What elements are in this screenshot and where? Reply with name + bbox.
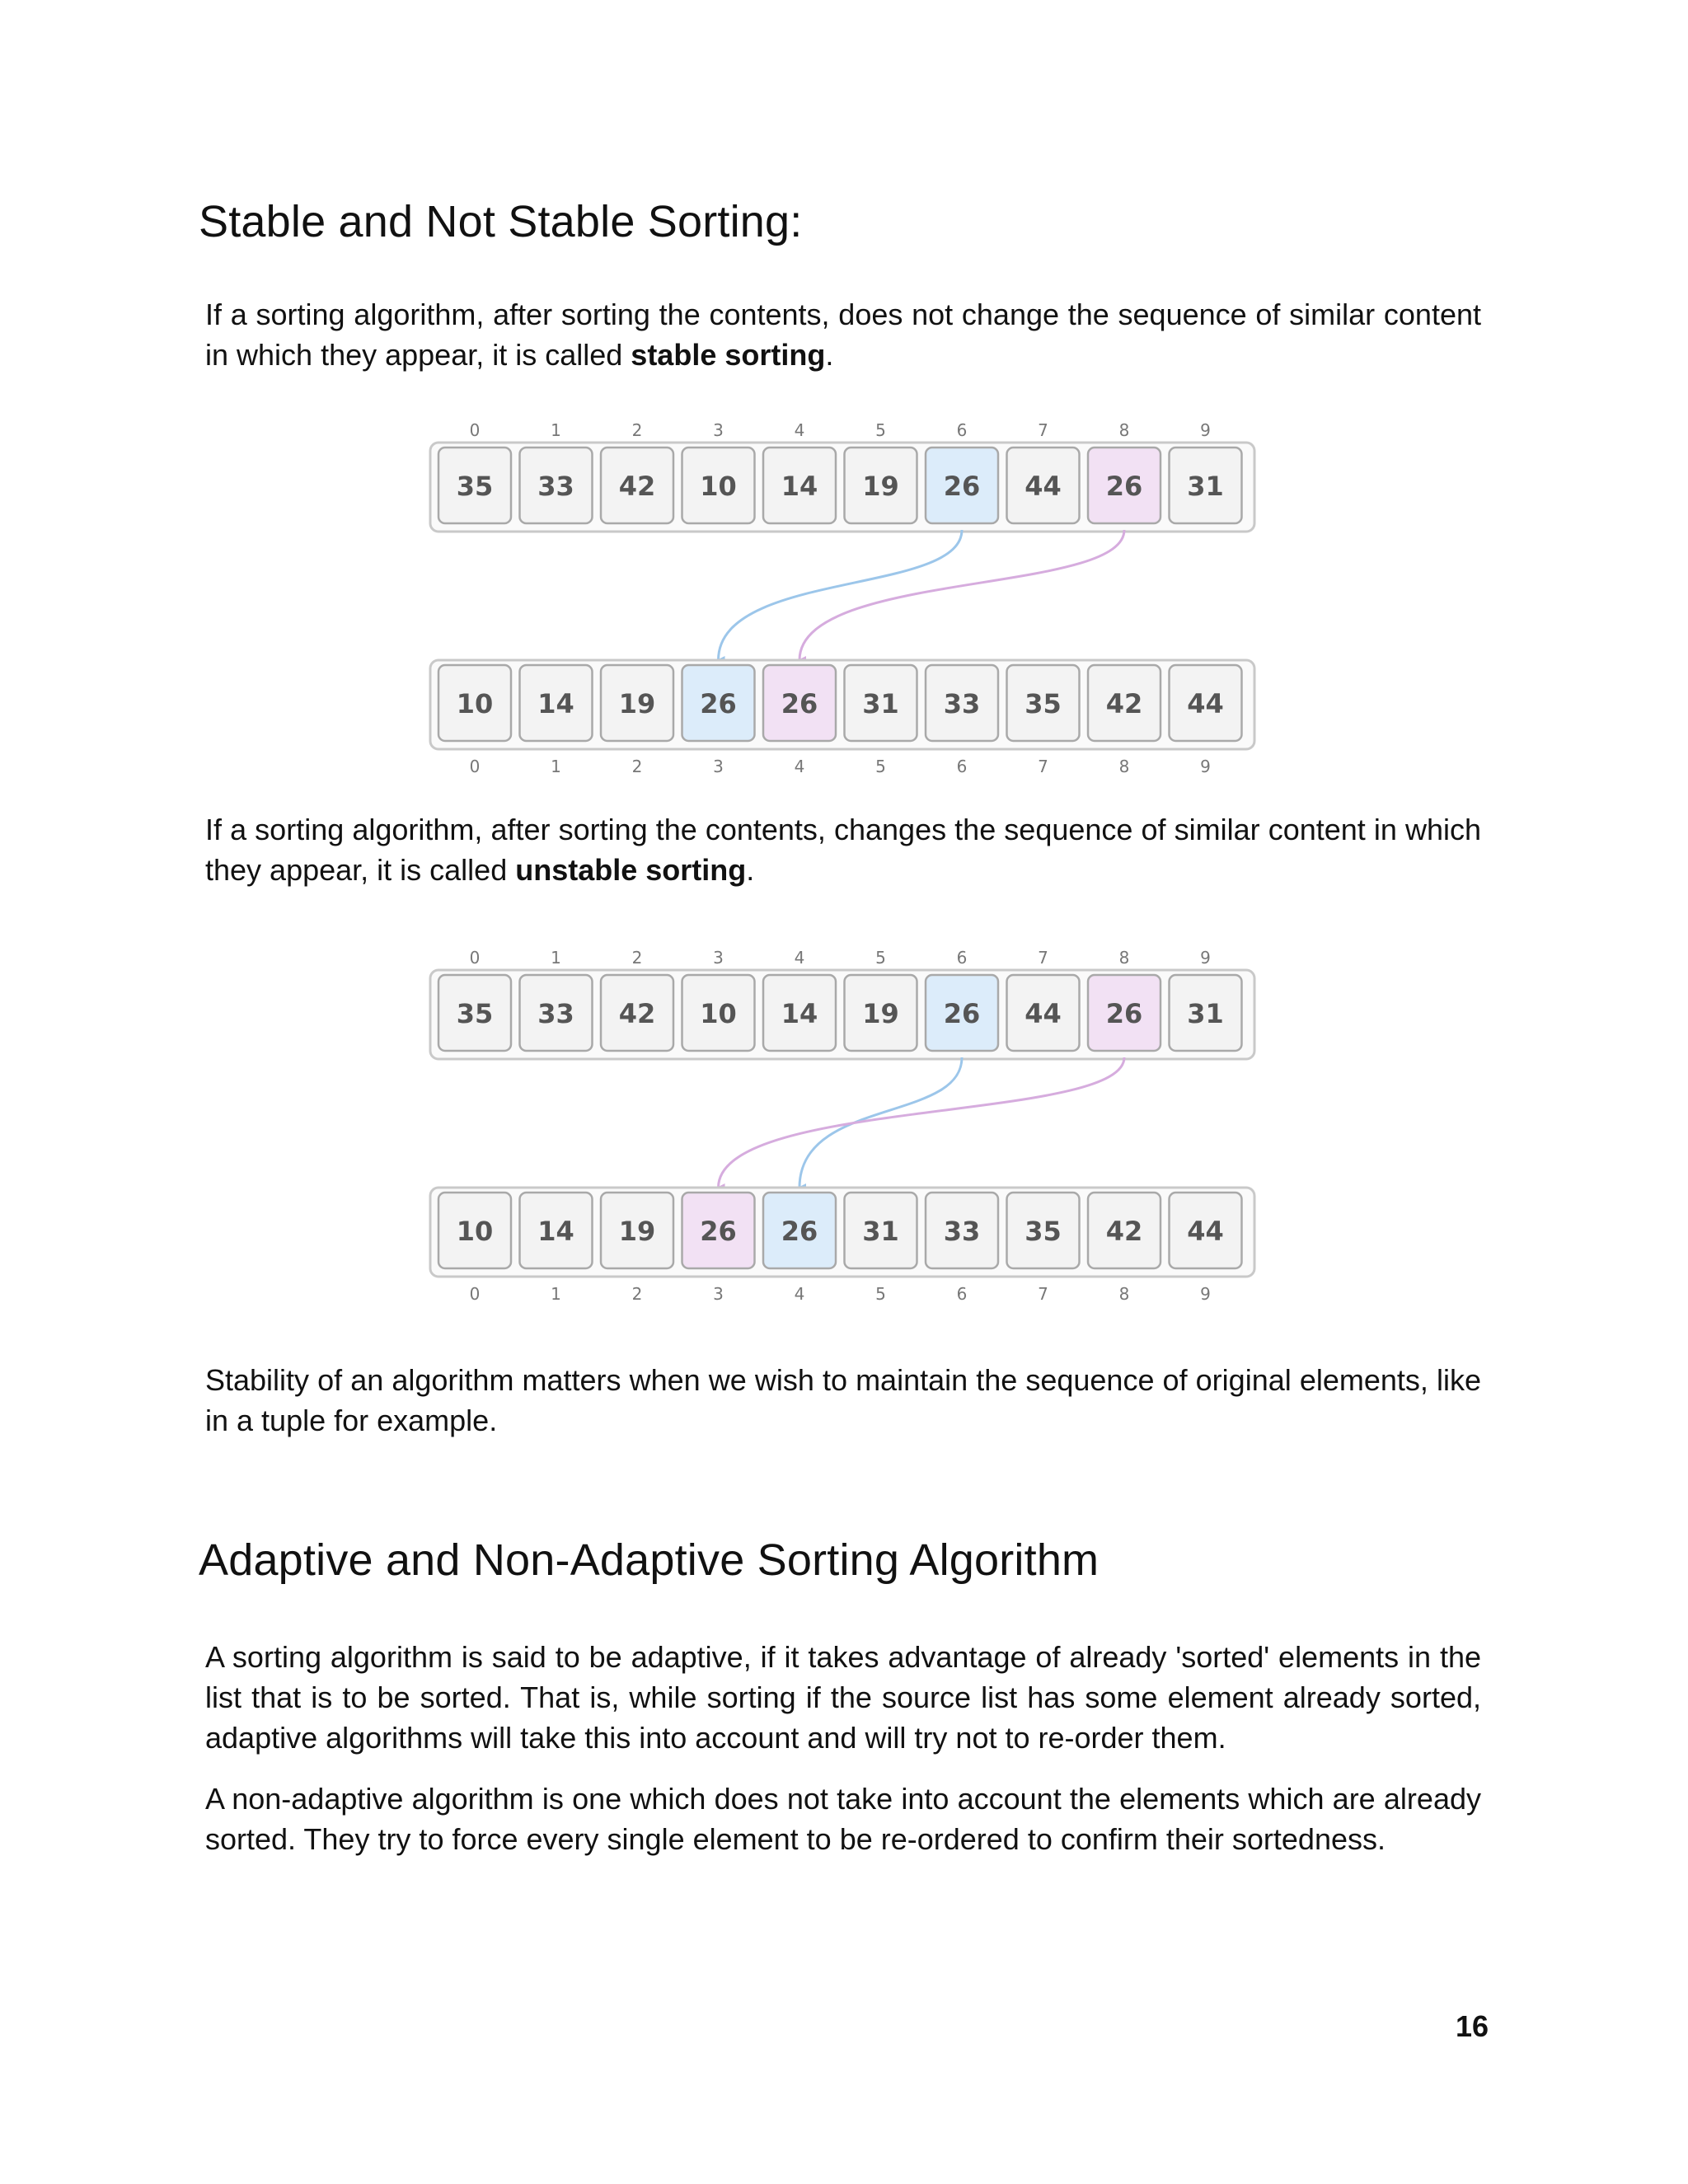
section-heading-stable: Stable and Not Stable Sorting: [199, 197, 803, 246]
bottom-array-value: 26 [781, 688, 818, 719]
bottom-array-value: 44 [1187, 688, 1224, 719]
top-array-value: 42 [618, 471, 656, 502]
bottom-array-value: 31 [862, 688, 899, 719]
bottom-array-value: 19 [618, 688, 656, 719]
top-array-value: 10 [700, 998, 737, 1029]
stable-sort-svg [429, 416, 1263, 779]
bottom-index-label: 6 [956, 757, 968, 776]
unstable-sort-diagram [429, 944, 1263, 1306]
bottom-index-label: 5 [875, 1284, 886, 1304]
top-index-label: 5 [875, 420, 886, 440]
bottom-array-value: 35 [1025, 688, 1062, 719]
top-index-label: 4 [794, 948, 805, 968]
bottom-array-value: 42 [1105, 688, 1143, 719]
bottom-array-value: 44 [1187, 1216, 1224, 1247]
bottom-index-label: 8 [1118, 1284, 1130, 1304]
top-array-value: 31 [1187, 998, 1224, 1029]
page-number: 16 [1455, 2009, 1489, 2043]
top-array-value: 31 [1187, 471, 1224, 502]
top-array-value: 19 [862, 998, 899, 1029]
top-array-value: 26 [1105, 471, 1143, 502]
bottom-array-value: 26 [700, 688, 737, 719]
top-index-label: 3 [713, 948, 724, 968]
top-index-label: 2 [631, 420, 643, 440]
bottom-index-label: 7 [1038, 757, 1048, 776]
section-heading-adaptive: Adaptive and Non-Adaptive Sorting Algorithm [199, 1535, 1100, 1585]
top-index-label: 8 [1118, 948, 1130, 968]
top-index-label: 4 [794, 420, 805, 440]
bottom-array-value: 26 [700, 1216, 737, 1247]
top-index-label: 0 [469, 948, 481, 968]
top-array-value: 26 [943, 998, 981, 1029]
bottom-index-label: 6 [956, 1284, 968, 1304]
top-index-label: 3 [713, 420, 724, 440]
bottom-index-label: 1 [551, 757, 561, 776]
bottom-index-label: 9 [1200, 1284, 1211, 1304]
bottom-array-value: 10 [456, 688, 494, 719]
bottom-array-value: 31 [862, 1216, 899, 1247]
top-index-label: 8 [1118, 420, 1130, 440]
bottom-array-value: 14 [537, 1216, 574, 1247]
bottom-array-value: 19 [618, 1216, 656, 1247]
paragraph-stable-definition: If a sorting algorithm, after sorting the contents, does not change the sequence of similar content in which they appear, it is called stable sorting. [205, 298, 1481, 372]
bottom-array-value: 33 [943, 1216, 981, 1247]
top-index-label: 6 [956, 420, 968, 440]
bottom-index-label: 1 [551, 1284, 561, 1304]
move-arrow [719, 1057, 1125, 1188]
bottom-index-label: 3 [713, 1284, 724, 1304]
bottom-index-label: 4 [794, 1284, 805, 1304]
top-index-label: 6 [956, 948, 968, 968]
bottom-index-label: 5 [875, 757, 886, 776]
bottom-index-label: 7 [1038, 1284, 1048, 1304]
bottom-array-value: 35 [1025, 1216, 1062, 1247]
top-array-value: 35 [456, 998, 494, 1029]
bottom-array-value: 33 [943, 688, 981, 719]
bottom-index-label: 9 [1200, 757, 1211, 776]
top-array-value: 44 [1025, 471, 1062, 502]
top-array-value: 33 [537, 998, 574, 1029]
top-array-value: 26 [943, 471, 981, 502]
bottom-array-value: 14 [537, 688, 574, 719]
top-array-value: 10 [700, 471, 737, 502]
bottom-index-label: 3 [713, 757, 724, 776]
top-array-value: 35 [456, 471, 494, 502]
paragraph-unstable-definition: If a sorting algorithm, after sorting the contents, changes the sequence of similar content in which they appear, it is called unstable sorting. [205, 813, 1481, 887]
bottom-array-value: 26 [781, 1216, 818, 1247]
top-index-label: 2 [631, 948, 643, 968]
paragraph-stability-note: Stability of an algorithm matters when we wish to maintain the sequence of original elements, like in a tuple for example. [205, 1363, 1481, 1437]
stable-sort-diagram [429, 416, 1263, 779]
unstable-sort-svg [429, 944, 1263, 1306]
top-array-value: 42 [618, 998, 656, 1029]
top-array-value: 44 [1025, 998, 1062, 1029]
bottom-index-label: 0 [469, 1284, 481, 1304]
top-array-value: 14 [781, 471, 818, 502]
top-index-label: 9 [1200, 948, 1211, 968]
bottom-array-value: 10 [456, 1216, 494, 1247]
top-array-value: 14 [781, 998, 818, 1029]
bottom-index-label: 0 [469, 757, 481, 776]
paragraph-non-adaptive-definition: A non-adaptive algorithm is one which does not take into account the elements which are already sorted. They try to force every single element to be re-ordered to confirm their sortedness. [205, 1782, 1481, 1856]
top-array-value: 33 [537, 471, 574, 502]
top-index-label: 7 [1038, 420, 1048, 440]
bottom-array-value: 42 [1105, 1216, 1143, 1247]
move-arrow [799, 530, 1124, 660]
bottom-index-label: 2 [631, 757, 643, 776]
top-index-label: 7 [1038, 948, 1048, 968]
bottom-index-label: 4 [794, 757, 805, 776]
top-index-label: 1 [551, 948, 561, 968]
move-arrow [799, 1057, 962, 1188]
top-index-label: 1 [551, 420, 561, 440]
top-index-label: 9 [1200, 420, 1211, 440]
top-array-value: 26 [1105, 998, 1143, 1029]
bottom-index-label: 8 [1118, 757, 1130, 776]
paragraph-adaptive-definition: A sorting algorithm is said to be adaptive, if it takes advantage of already 'sorted' elements in the list that is to be sorted. That is, while sorting if the source list has some element already sorted, adaptive algorithms will take this into account and will try not to re-order them. [205, 1640, 1481, 1755]
bottom-index-label: 2 [631, 1284, 643, 1304]
move-arrow [719, 530, 963, 660]
top-array-value: 19 [862, 471, 899, 502]
top-index-label: 0 [469, 420, 481, 440]
top-index-label: 5 [875, 948, 886, 968]
